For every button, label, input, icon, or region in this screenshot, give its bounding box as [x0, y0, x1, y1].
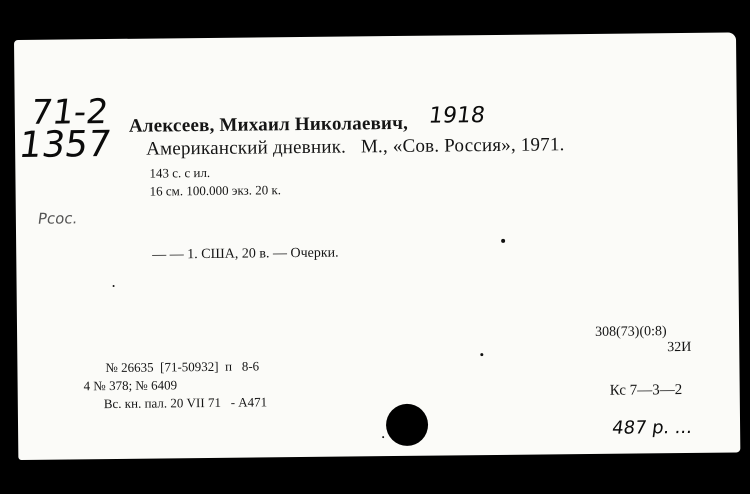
ink-speck [480, 353, 483, 356]
ink-speck [382, 436, 384, 438]
author-heading: Алексеев, Михаил Николаевич, [128, 112, 409, 137]
registry-copies-line: 4 № 378; № 6409 [83, 377, 178, 394]
author-mark: 32И [667, 339, 692, 356]
physical-description: 16 см. 100.000 экз. 20 к. [149, 182, 282, 199]
subject-heading: — — 1. США, 20 в. — Очерки. [152, 245, 339, 263]
book-chamber-line: Вс. кн. пал. 20 VII 71 - А471 [103, 394, 268, 412]
classification-code: 308(73)(0:8) [595, 324, 667, 340]
kc-mark: Кс 7—3—2 [609, 382, 683, 399]
handwritten-call-number-top: 71-2 [28, 91, 111, 133]
pagination: 143 с. с ил. [149, 164, 211, 181]
title-imprint-line: Американский дневник. М., «Сов. Россия», 1971. [146, 134, 565, 160]
handwritten-margin-note: Рсос. [36, 209, 79, 228]
handwritten-birth-year: 1918 [427, 103, 487, 129]
registry-number-line: № 26635 [71-50932] п 8-6 [105, 358, 260, 376]
catalog-card [14, 32, 740, 460]
handwritten-call-number-bottom: 1357 [16, 123, 114, 166]
handwritten-bottom-note: 487 р. ... [610, 416, 694, 439]
ink-speck [501, 239, 505, 243]
punched-hole [386, 404, 428, 446]
ink-speck [113, 285, 115, 287]
